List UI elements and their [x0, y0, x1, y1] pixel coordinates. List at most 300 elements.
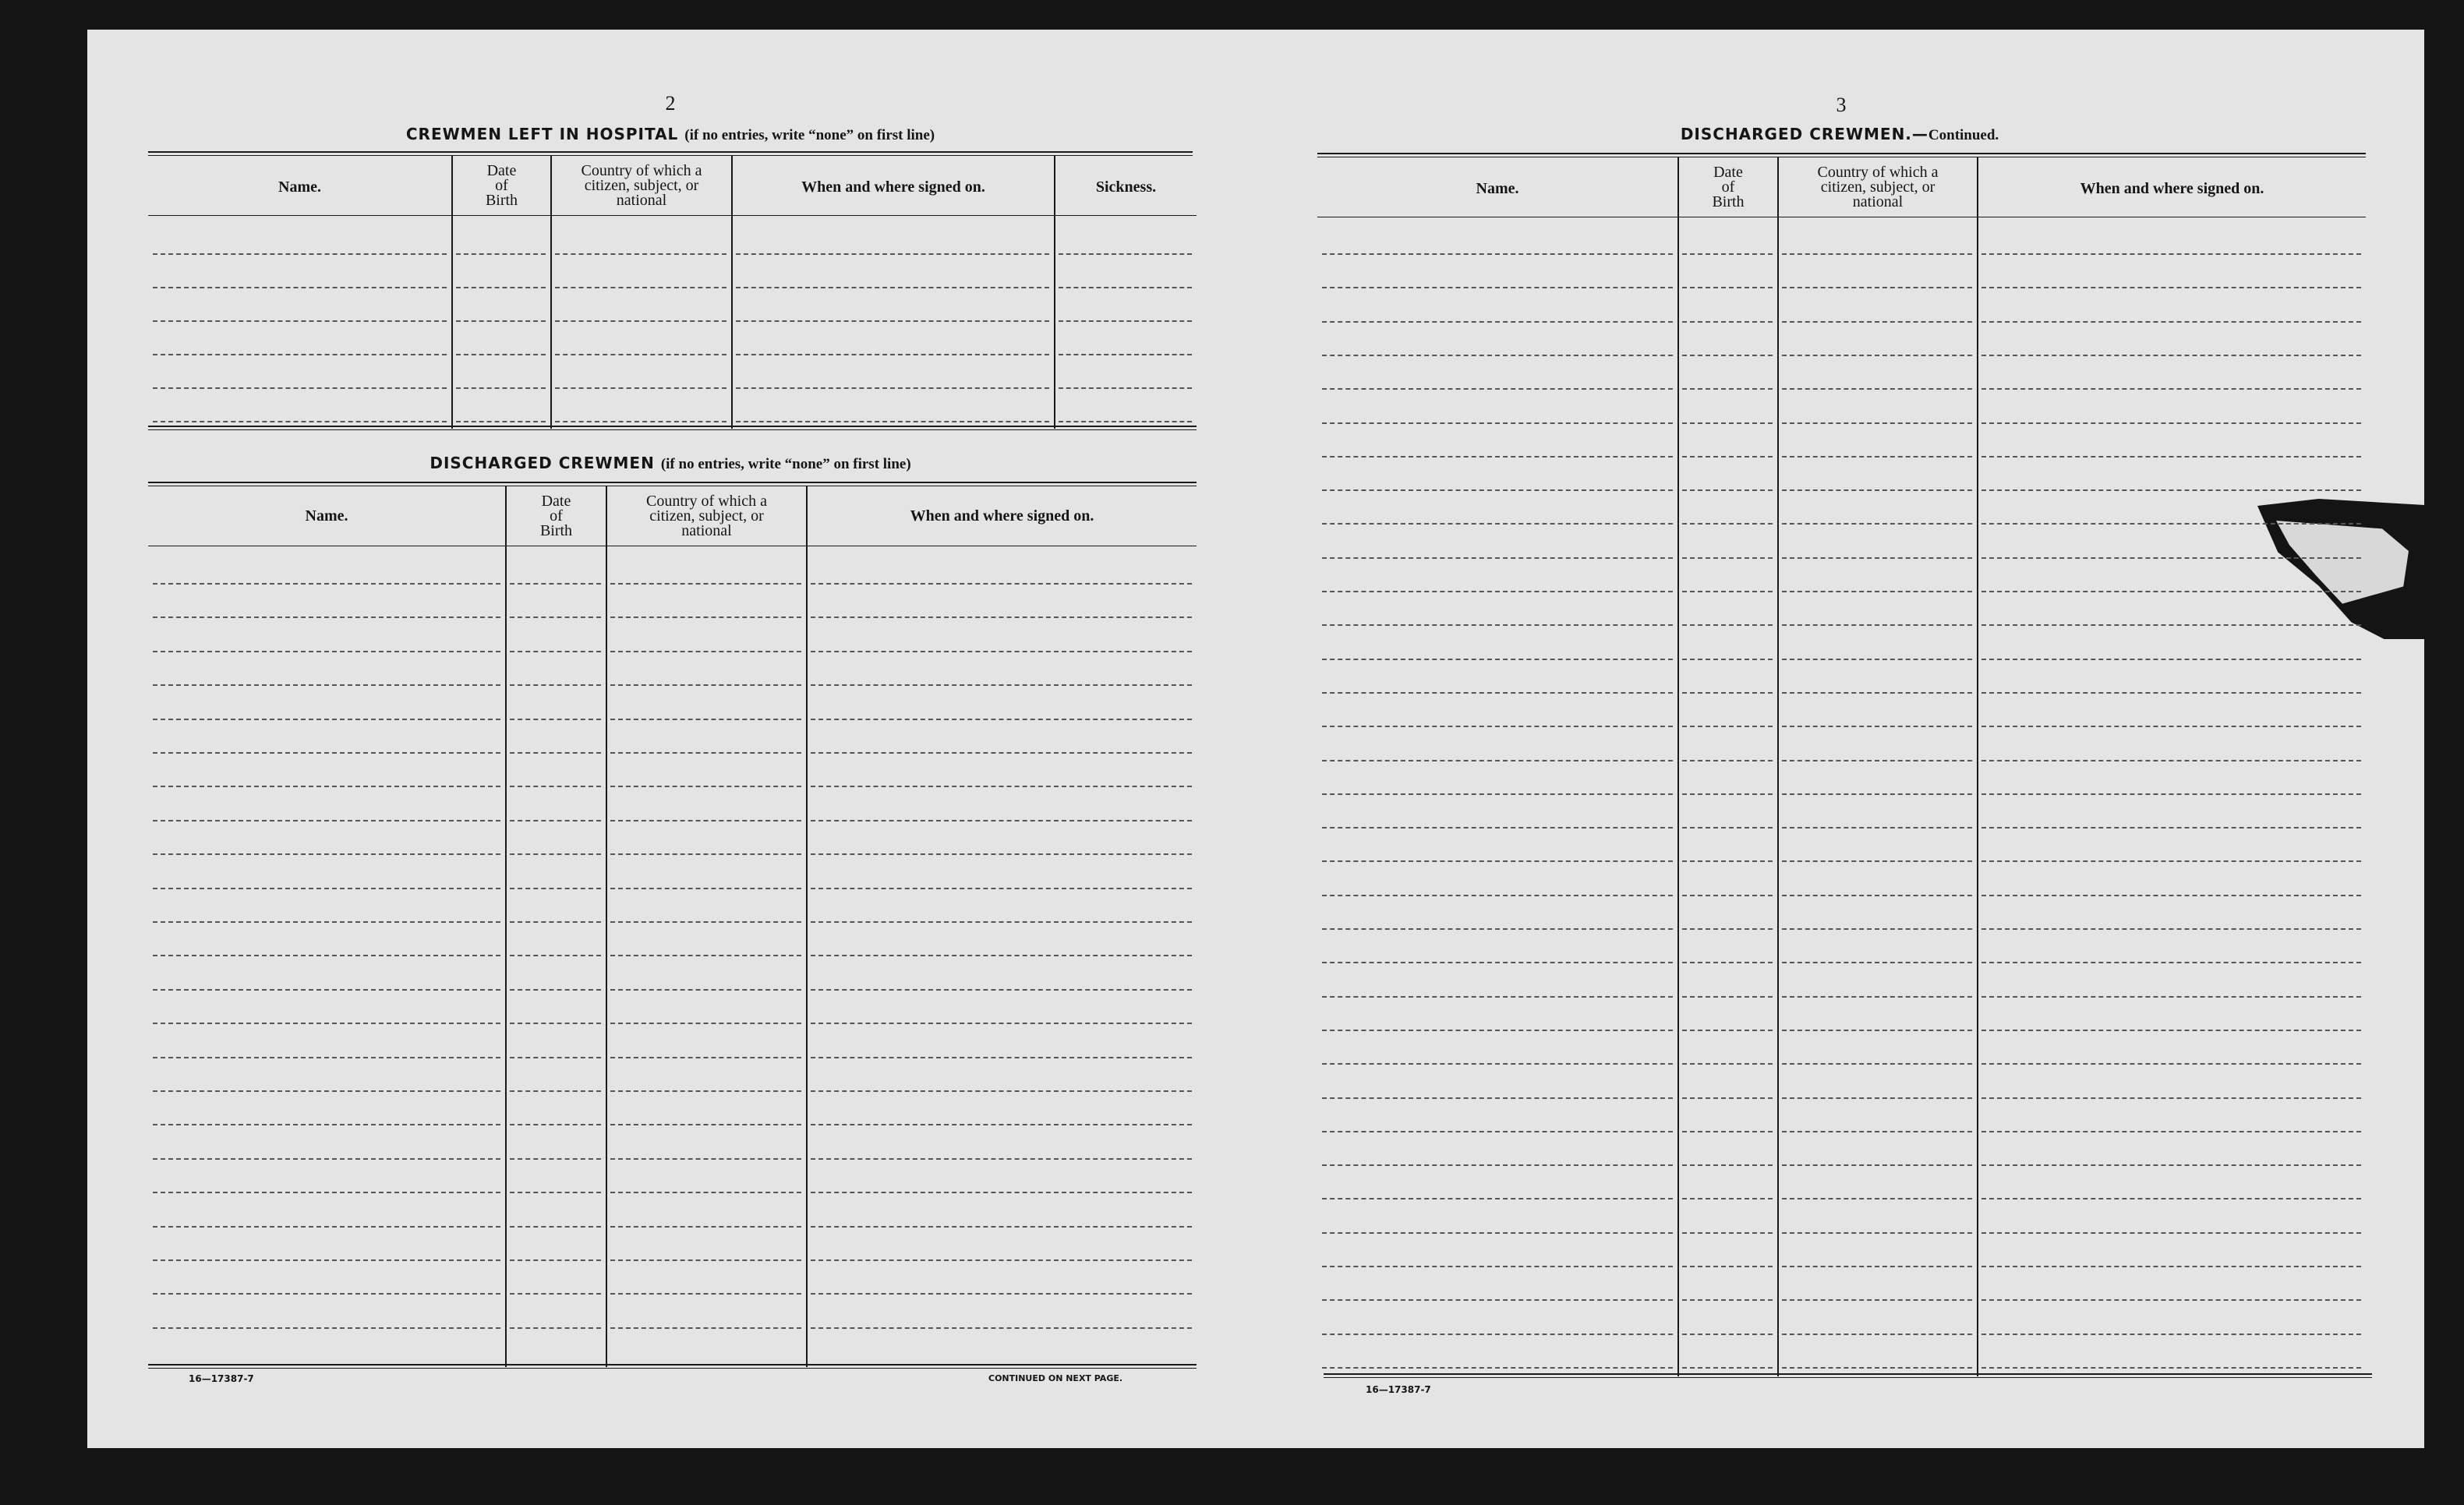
blank-entry-line	[1782, 962, 1972, 963]
blank-entry-line	[153, 421, 447, 422]
blank-entry-line	[1682, 659, 1773, 660]
blank-entry-line	[1322, 1097, 1673, 1099]
blank-entry-line	[510, 888, 601, 889]
blank-entry-line	[1782, 489, 1972, 491]
blank-entry-line	[1782, 895, 1972, 896]
blank-entry-line	[610, 786, 801, 787]
blank-entry-line	[1981, 321, 2361, 323]
blank-entry-line	[555, 320, 726, 322]
hospital-col-divider-4	[1054, 156, 1055, 429]
blank-entry-line	[1682, 1232, 1773, 1234]
blank-entry-line	[1981, 523, 2361, 525]
hospital-header-name: Name.	[278, 178, 321, 196]
blank-entry-line	[1682, 996, 1773, 998]
blank-entry-line	[153, 989, 500, 991]
blank-entry-line	[456, 320, 546, 322]
blank-entry-line	[1782, 624, 1972, 626]
blank-entry-line	[153, 1226, 500, 1228]
blank-entry-line	[510, 1090, 601, 1092]
blank-entry-line	[1981, 1299, 2361, 1301]
blank-entry-line	[153, 1259, 500, 1261]
blank-entry-line	[1981, 996, 2361, 998]
blank-entry-line	[1981, 962, 2361, 963]
blank-entry-line	[1322, 1030, 1673, 1031]
blank-entry-line	[1981, 388, 2361, 390]
blank-entry-line	[1682, 557, 1773, 559]
blank-entry-line	[1981, 1198, 2361, 1199]
blank-entry-line	[555, 253, 726, 255]
blank-entry-line	[1322, 760, 1673, 761]
blank-entry-line	[1322, 1232, 1673, 1234]
blank-entry-line	[1322, 1266, 1673, 1267]
blank-entry-line	[1981, 1063, 2361, 1065]
blank-entry-line	[610, 684, 801, 686]
blank-entry-line	[610, 752, 801, 754]
right-title-text: DISCHARGED CREWMEN.—	[1680, 125, 1928, 143]
blank-entry-line	[610, 1090, 801, 1092]
blank-entry-line	[1782, 996, 1972, 998]
blank-entry-line	[510, 1192, 601, 1193]
blank-entry-line	[1322, 1334, 1673, 1335]
blank-entry-line	[510, 1293, 601, 1295]
hospital-dob-line2: of	[495, 177, 508, 194]
discharged-header-signed-on: When and where signed on.	[910, 507, 1094, 525]
right-top-rule	[1317, 153, 2366, 157]
blank-entry-line	[510, 1023, 601, 1024]
blank-entry-line	[1782, 1097, 1972, 1099]
blank-entry-line	[1981, 1232, 2361, 1234]
blank-entry-line	[1981, 591, 2361, 592]
blank-entry-line	[811, 888, 1192, 889]
blank-entry-line	[1782, 1198, 1972, 1199]
blank-entry-line	[1322, 659, 1673, 660]
blank-entry-line	[1782, 355, 1972, 356]
blank-entry-line	[1981, 895, 2361, 896]
hospital-header-rule	[148, 215, 1197, 216]
blank-entry-line	[736, 387, 1049, 389]
blank-entry-line	[1981, 557, 2361, 559]
blank-entry-line	[1981, 928, 2361, 930]
blank-entry-line	[811, 1124, 1192, 1125]
blank-entry-line	[153, 853, 500, 855]
blank-entry-line	[1322, 355, 1673, 356]
blank-entry-line	[811, 719, 1192, 720]
blank-entry-line	[153, 583, 500, 585]
right-dob-line1: Date	[1713, 164, 1743, 181]
blank-entry-line	[1682, 1030, 1773, 1031]
blank-entry-line	[510, 921, 601, 923]
blank-entry-line	[153, 1293, 500, 1295]
blank-entry-line	[153, 1057, 500, 1058]
blank-entry-line	[811, 1158, 1192, 1160]
blank-entry-line	[811, 1090, 1192, 1092]
right-country-line2: citizen, subject, or	[1820, 178, 1935, 196]
blank-entry-line	[610, 651, 801, 652]
blank-entry-line	[610, 1259, 801, 1261]
blank-entry-line	[1981, 760, 2361, 761]
blank-entry-line	[1981, 1266, 2361, 1267]
blank-entry-line	[1682, 624, 1773, 626]
blank-entry-line	[811, 955, 1192, 956]
blank-entry-line	[510, 1327, 601, 1329]
right-page-number: 3	[1836, 94, 1847, 116]
hospital-col-divider-3	[731, 156, 733, 429]
blank-entry-line	[1682, 1266, 1773, 1267]
hospital-header-signed-on: When and where signed on.	[801, 178, 985, 196]
hospital-dob-line1: Date	[486, 162, 517, 179]
blank-entry-line	[510, 1158, 601, 1160]
blank-entry-line	[153, 921, 500, 923]
blank-entry-line	[1682, 928, 1773, 930]
blank-entry-line	[811, 1293, 1192, 1295]
blank-entry-line	[811, 853, 1192, 855]
blank-entry-line	[510, 853, 601, 855]
blank-entry-line	[1782, 456, 1972, 458]
blank-entry-line	[811, 786, 1192, 787]
document-scan	[87, 30, 2424, 1448]
right-dob-line2: of	[1721, 178, 1735, 196]
blank-entry-line	[610, 955, 801, 956]
right-form-number: 16—17387-7	[1366, 1384, 1431, 1395]
blank-entry-line	[1981, 659, 2361, 660]
blank-entry-line	[1782, 928, 1972, 930]
blank-entry-line	[610, 616, 801, 618]
blank-entry-line	[811, 820, 1192, 821]
discharged-country-line3: national	[681, 522, 732, 539]
blank-entry-line	[1981, 1334, 2361, 1335]
blank-entry-line	[1682, 1198, 1773, 1199]
blank-entry-line	[153, 253, 447, 255]
blank-entry-line	[1782, 1299, 1972, 1301]
right-country-line1: Country of which a	[1817, 164, 1939, 181]
blank-entry-line	[1322, 321, 1673, 323]
blank-entry-line	[1322, 1299, 1673, 1301]
blank-entry-line	[1782, 523, 1972, 525]
blank-entry-line	[1682, 422, 1773, 424]
hospital-header-country	[552, 164, 731, 208]
blank-entry-line	[1782, 422, 1972, 424]
blank-entry-line	[1682, 355, 1773, 356]
right-bottom-rule	[1324, 1373, 2372, 1378]
blank-entry-line	[1682, 1097, 1773, 1099]
blank-entry-line	[811, 1057, 1192, 1058]
blank-entry-line	[1782, 1063, 1972, 1065]
blank-entry-line	[1682, 1367, 1773, 1369]
blank-entry-line	[153, 287, 447, 288]
blank-entry-line	[811, 989, 1192, 991]
blank-entry-line	[153, 1124, 500, 1125]
blank-entry-line	[1322, 591, 1673, 592]
blank-entry-line	[153, 1327, 500, 1329]
blank-entry-line	[1682, 456, 1773, 458]
blank-entry-line	[610, 1192, 801, 1193]
blank-entry-line	[1322, 1367, 1673, 1369]
blank-entry-line	[510, 616, 601, 618]
hospital-dob-line3: Birth	[485, 192, 518, 209]
blank-entry-line	[510, 820, 601, 821]
blank-entry-line	[1322, 489, 1673, 491]
blank-entry-line	[1981, 793, 2361, 795]
blank-entry-line	[811, 1192, 1192, 1193]
blank-entry-line	[1981, 726, 2361, 727]
blank-entry-line	[510, 989, 601, 991]
blank-entry-line	[1322, 1131, 1673, 1132]
blank-entry-line	[610, 1124, 801, 1125]
blank-entry-line	[610, 989, 801, 991]
discharged-header-country	[607, 494, 806, 539]
blank-entry-line	[1782, 860, 1972, 862]
blank-entry-line	[555, 387, 726, 389]
right-header-signed-on: When and where signed on.	[2080, 180, 2264, 197]
hospital-country-line2: citizen, subject, or	[584, 177, 699, 194]
hospital-country-line3: national	[616, 192, 667, 209]
blank-entry-line	[736, 421, 1049, 422]
blank-entry-line	[1981, 489, 2361, 491]
blank-entry-line	[1782, 827, 1972, 828]
blank-entry-line	[811, 651, 1192, 652]
blank-entry-line	[1782, 557, 1972, 559]
blank-entry-line	[1322, 456, 1673, 458]
right-header-name: Name.	[1476, 180, 1519, 197]
blank-entry-line	[1981, 287, 2361, 288]
blank-entry-line	[456, 421, 546, 422]
discharged-bottom-rule	[148, 1364, 1197, 1369]
discharged-header-name: Name.	[305, 507, 348, 525]
blank-entry-line	[153, 888, 500, 889]
blank-entry-line	[555, 287, 726, 288]
blank-entry-line	[610, 921, 801, 923]
blank-entry-line	[1782, 1030, 1972, 1031]
blank-entry-line	[1981, 1030, 2361, 1031]
blank-entry-line	[1782, 760, 1972, 761]
right-col-divider-2	[1777, 157, 1779, 1376]
blank-entry-line	[510, 1226, 601, 1228]
blank-entry-line	[1682, 591, 1773, 592]
discharged-dob-line1: Date	[541, 493, 571, 510]
blank-entry-line	[1782, 287, 1972, 288]
blank-entry-line	[153, 719, 500, 720]
discharged-col-divider-3	[806, 486, 808, 1367]
blank-entry-line	[153, 752, 500, 754]
blank-entry-line	[1981, 860, 2361, 862]
blank-entry-line	[456, 287, 546, 288]
hospital-country-line1: Country of which a	[581, 162, 702, 179]
blank-entry-line	[1059, 320, 1192, 322]
blank-entry-line	[1682, 1131, 1773, 1132]
blank-entry-line	[1981, 456, 2361, 458]
right-col-divider-1	[1677, 157, 1679, 1376]
blank-entry-line	[555, 354, 726, 355]
blank-entry-line	[1782, 1367, 1972, 1369]
blank-entry-line	[1981, 692, 2361, 694]
right-header-country	[1779, 165, 1977, 210]
blank-entry-line	[1682, 827, 1773, 828]
discharged-dob-line2: of	[550, 507, 563, 525]
blank-entry-line	[1682, 860, 1773, 862]
blank-entry-line	[510, 1057, 601, 1058]
blank-entry-line	[153, 651, 500, 652]
blank-entry-line	[811, 583, 1192, 585]
blank-entry-line	[1782, 793, 1972, 795]
blank-entry-line	[153, 1023, 500, 1024]
right-dob-line3: Birth	[1712, 193, 1745, 210]
continued-note: CONTINUED ON NEXT PAGE.	[988, 1373, 1123, 1383]
blank-entry-line	[153, 1090, 500, 1092]
blank-entry-line	[610, 1327, 801, 1329]
blank-entry-line	[1782, 659, 1972, 660]
blank-entry-line	[1059, 387, 1192, 389]
blank-entry-line	[456, 387, 546, 389]
discharged-dob-line3: Birth	[539, 522, 573, 539]
blank-entry-line	[153, 1192, 500, 1193]
blank-entry-line	[1322, 253, 1673, 255]
discharged-country-line2: citizen, subject, or	[649, 507, 764, 525]
blank-entry-line	[1981, 1164, 2361, 1166]
blank-entry-line	[1322, 1063, 1673, 1065]
hospital-title-instruction: (if no entries, write “none” on first line)	[684, 127, 935, 143]
blank-entry-line	[1981, 355, 2361, 356]
discharged-country-line1: Country of which a	[646, 493, 767, 510]
blank-entry-line	[1981, 827, 2361, 828]
blank-entry-line	[1322, 388, 1673, 390]
blank-entry-line	[1322, 962, 1673, 963]
blank-entry-line	[1782, 321, 1972, 323]
hospital-top-rule	[148, 151, 1193, 156]
blank-entry-line	[1782, 726, 1972, 727]
blank-entry-line	[1782, 692, 1972, 694]
blank-entry-line	[153, 320, 447, 322]
blank-entry-line	[1059, 354, 1192, 355]
blank-entry-line	[1322, 928, 1673, 930]
blank-entry-line	[1682, 895, 1773, 896]
blank-entry-line	[1682, 760, 1773, 761]
hospital-header-dob	[453, 164, 550, 208]
blank-entry-line	[1682, 1164, 1773, 1166]
discharged-title-instruction: (if no entries, write “none” on first line)	[660, 456, 911, 472]
blank-entry-line	[153, 820, 500, 821]
blank-entry-line	[1682, 253, 1773, 255]
blank-entry-line	[610, 1158, 801, 1160]
blank-entry-line	[1682, 388, 1773, 390]
right-col-divider-3	[1977, 157, 1978, 1376]
blank-entry-line	[1682, 726, 1773, 727]
blank-entry-line	[1981, 1367, 2361, 1369]
blank-entry-line	[610, 1226, 801, 1228]
blank-entry-line	[153, 1158, 500, 1160]
blank-entry-line	[1322, 692, 1673, 694]
blank-entry-line	[1682, 489, 1773, 491]
blank-entry-line	[1981, 422, 2361, 424]
blank-entry-line	[1682, 1299, 1773, 1301]
blank-entry-line	[736, 253, 1049, 255]
right-title-continued: Continued.	[1928, 127, 1999, 143]
blank-entry-line	[1981, 1097, 2361, 1099]
blank-entry-line	[610, 888, 801, 889]
blank-entry-line	[610, 1057, 801, 1058]
blank-entry-line	[555, 421, 726, 422]
blank-entry-line	[811, 1023, 1192, 1024]
blank-entry-line	[510, 684, 601, 686]
blank-entry-line	[1682, 1063, 1773, 1065]
blank-entry-line	[1782, 1334, 1972, 1335]
blank-entry-line	[811, 684, 1192, 686]
blank-entry-line	[510, 1124, 601, 1125]
blank-entry-line	[1322, 624, 1673, 626]
discharged-header-dob	[507, 494, 606, 539]
left-page-number: 2	[665, 92, 676, 115]
blank-entry-line	[1782, 591, 1972, 592]
discharged-table-title	[148, 454, 1193, 473]
blank-entry-line	[1322, 287, 1673, 288]
blank-entry-line	[1682, 523, 1773, 525]
blank-entry-line	[153, 955, 500, 956]
blank-entry-line	[1782, 388, 1972, 390]
blank-entry-line	[1059, 253, 1192, 255]
blank-entry-line	[456, 253, 546, 255]
blank-entry-line	[1322, 523, 1673, 525]
blank-entry-line	[1782, 1164, 1972, 1166]
blank-entry-line	[1322, 726, 1673, 727]
blank-entry-line	[510, 786, 601, 787]
blank-entry-line	[153, 616, 500, 618]
blank-entry-line	[1682, 793, 1773, 795]
blank-entry-line	[1682, 287, 1773, 288]
blank-entry-line	[1682, 1334, 1773, 1335]
blank-entry-line	[153, 684, 500, 686]
blank-entry-line	[153, 786, 500, 787]
hospital-bottom-rule	[148, 426, 1197, 430]
blank-entry-line	[1782, 1266, 1972, 1267]
blank-entry-line	[811, 1327, 1192, 1329]
blank-entry-line	[1782, 253, 1972, 255]
blank-entry-line	[736, 320, 1049, 322]
blank-entry-line	[456, 354, 546, 355]
blank-entry-line	[510, 719, 601, 720]
blank-entry-line	[1322, 1198, 1673, 1199]
blank-entry-line	[510, 955, 601, 956]
blank-entry-line	[1059, 287, 1192, 288]
blank-entry-line	[510, 1259, 601, 1261]
blank-entry-line	[1782, 1232, 1972, 1234]
blank-entry-line	[1322, 860, 1673, 862]
blank-entry-line	[811, 921, 1192, 923]
blank-entry-line	[811, 1259, 1192, 1261]
blank-entry-line	[1682, 321, 1773, 323]
blank-entry-line	[1981, 624, 2361, 626]
blank-entry-line	[736, 354, 1049, 355]
blank-entry-line	[510, 651, 601, 652]
blank-entry-line	[736, 287, 1049, 288]
right-country-line3: national	[1852, 193, 1904, 210]
blank-entry-line	[1322, 557, 1673, 559]
blank-entry-line	[1981, 1131, 2361, 1132]
blank-entry-line	[510, 752, 601, 754]
blank-entry-line	[1682, 692, 1773, 694]
discharged-col-divider-2	[606, 486, 607, 1367]
blank-entry-line	[811, 752, 1192, 754]
right-header-dob	[1679, 165, 1777, 210]
blank-entry-line	[610, 583, 801, 585]
blank-entry-line	[1782, 1131, 1972, 1132]
right-table-title	[1317, 125, 2362, 144]
discharged-col-divider-1	[505, 486, 507, 1367]
blank-entry-line	[610, 820, 801, 821]
blank-entry-line	[610, 719, 801, 720]
blank-entry-line	[610, 1293, 801, 1295]
blank-entry-line	[1322, 996, 1673, 998]
blank-entry-line	[1322, 827, 1673, 828]
blank-entry-line	[811, 1226, 1192, 1228]
